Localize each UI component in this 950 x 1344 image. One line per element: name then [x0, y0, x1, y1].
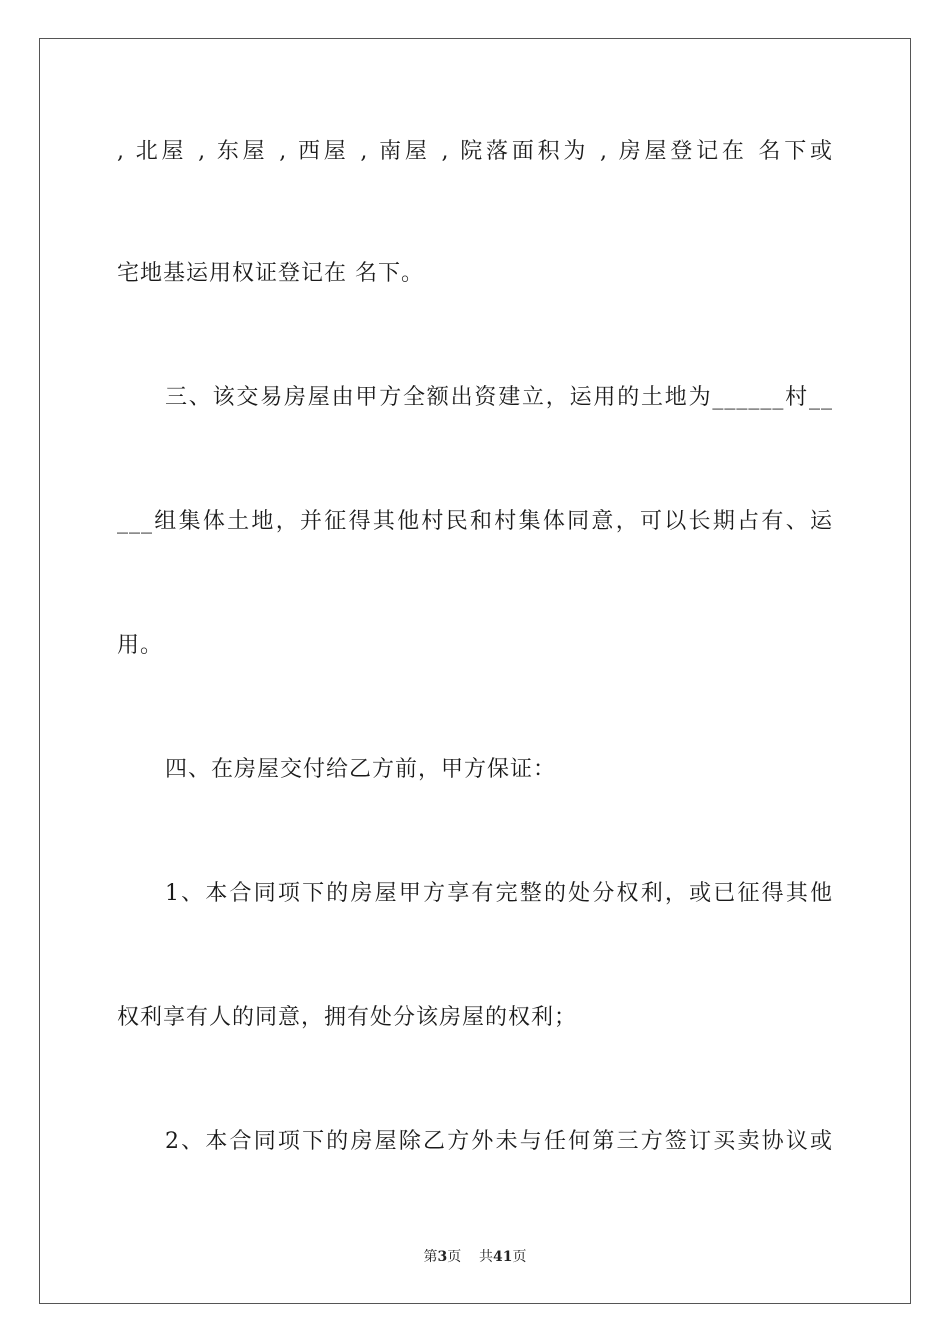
- footer-total-pages: 41: [493, 1249, 513, 1265]
- text-line-5: 用。: [117, 633, 164, 658]
- text-line-9: 2、本合同项下的房屋除乙方外未与任何第三方签订买卖协议或: [165, 1129, 833, 1154]
- text-line-8: 权利享有人的同意，拥有处分该房屋的权利；: [117, 1005, 578, 1030]
- text-line-2: 宅地基运用权证登记在 名下。: [117, 261, 424, 286]
- footer-total-prefix: 共: [479, 1249, 494, 1265]
- footer-prefix: 第: [423, 1249, 438, 1265]
- footer-page-number: 3: [437, 1249, 448, 1265]
- footer-page-suffix: 页: [447, 1249, 462, 1265]
- text-line-4: ___组集体土地，并征得其他村民和村集体同意，可以长期占有、运: [117, 509, 833, 534]
- page-footer: [0, 1248, 950, 1266]
- text-line-6: 四、在房屋交付给乙方前，甲方保证：: [165, 757, 557, 782]
- text-line-3: 三、该交易房屋由甲方全额出资建立，运用的土地为______村__: [165, 385, 833, 410]
- text-line-1: , 北屋 , 东屋 , 西屋 , 南屋 , 院落面积为 , 房屋登记在 名下或: [117, 139, 833, 164]
- page-frame: [39, 38, 911, 1304]
- text-line-7: 1、本合同项下的房屋甲方享有完整的处分权利，或已征得其他: [165, 881, 833, 906]
- footer-total-suffix: 页: [512, 1249, 527, 1265]
